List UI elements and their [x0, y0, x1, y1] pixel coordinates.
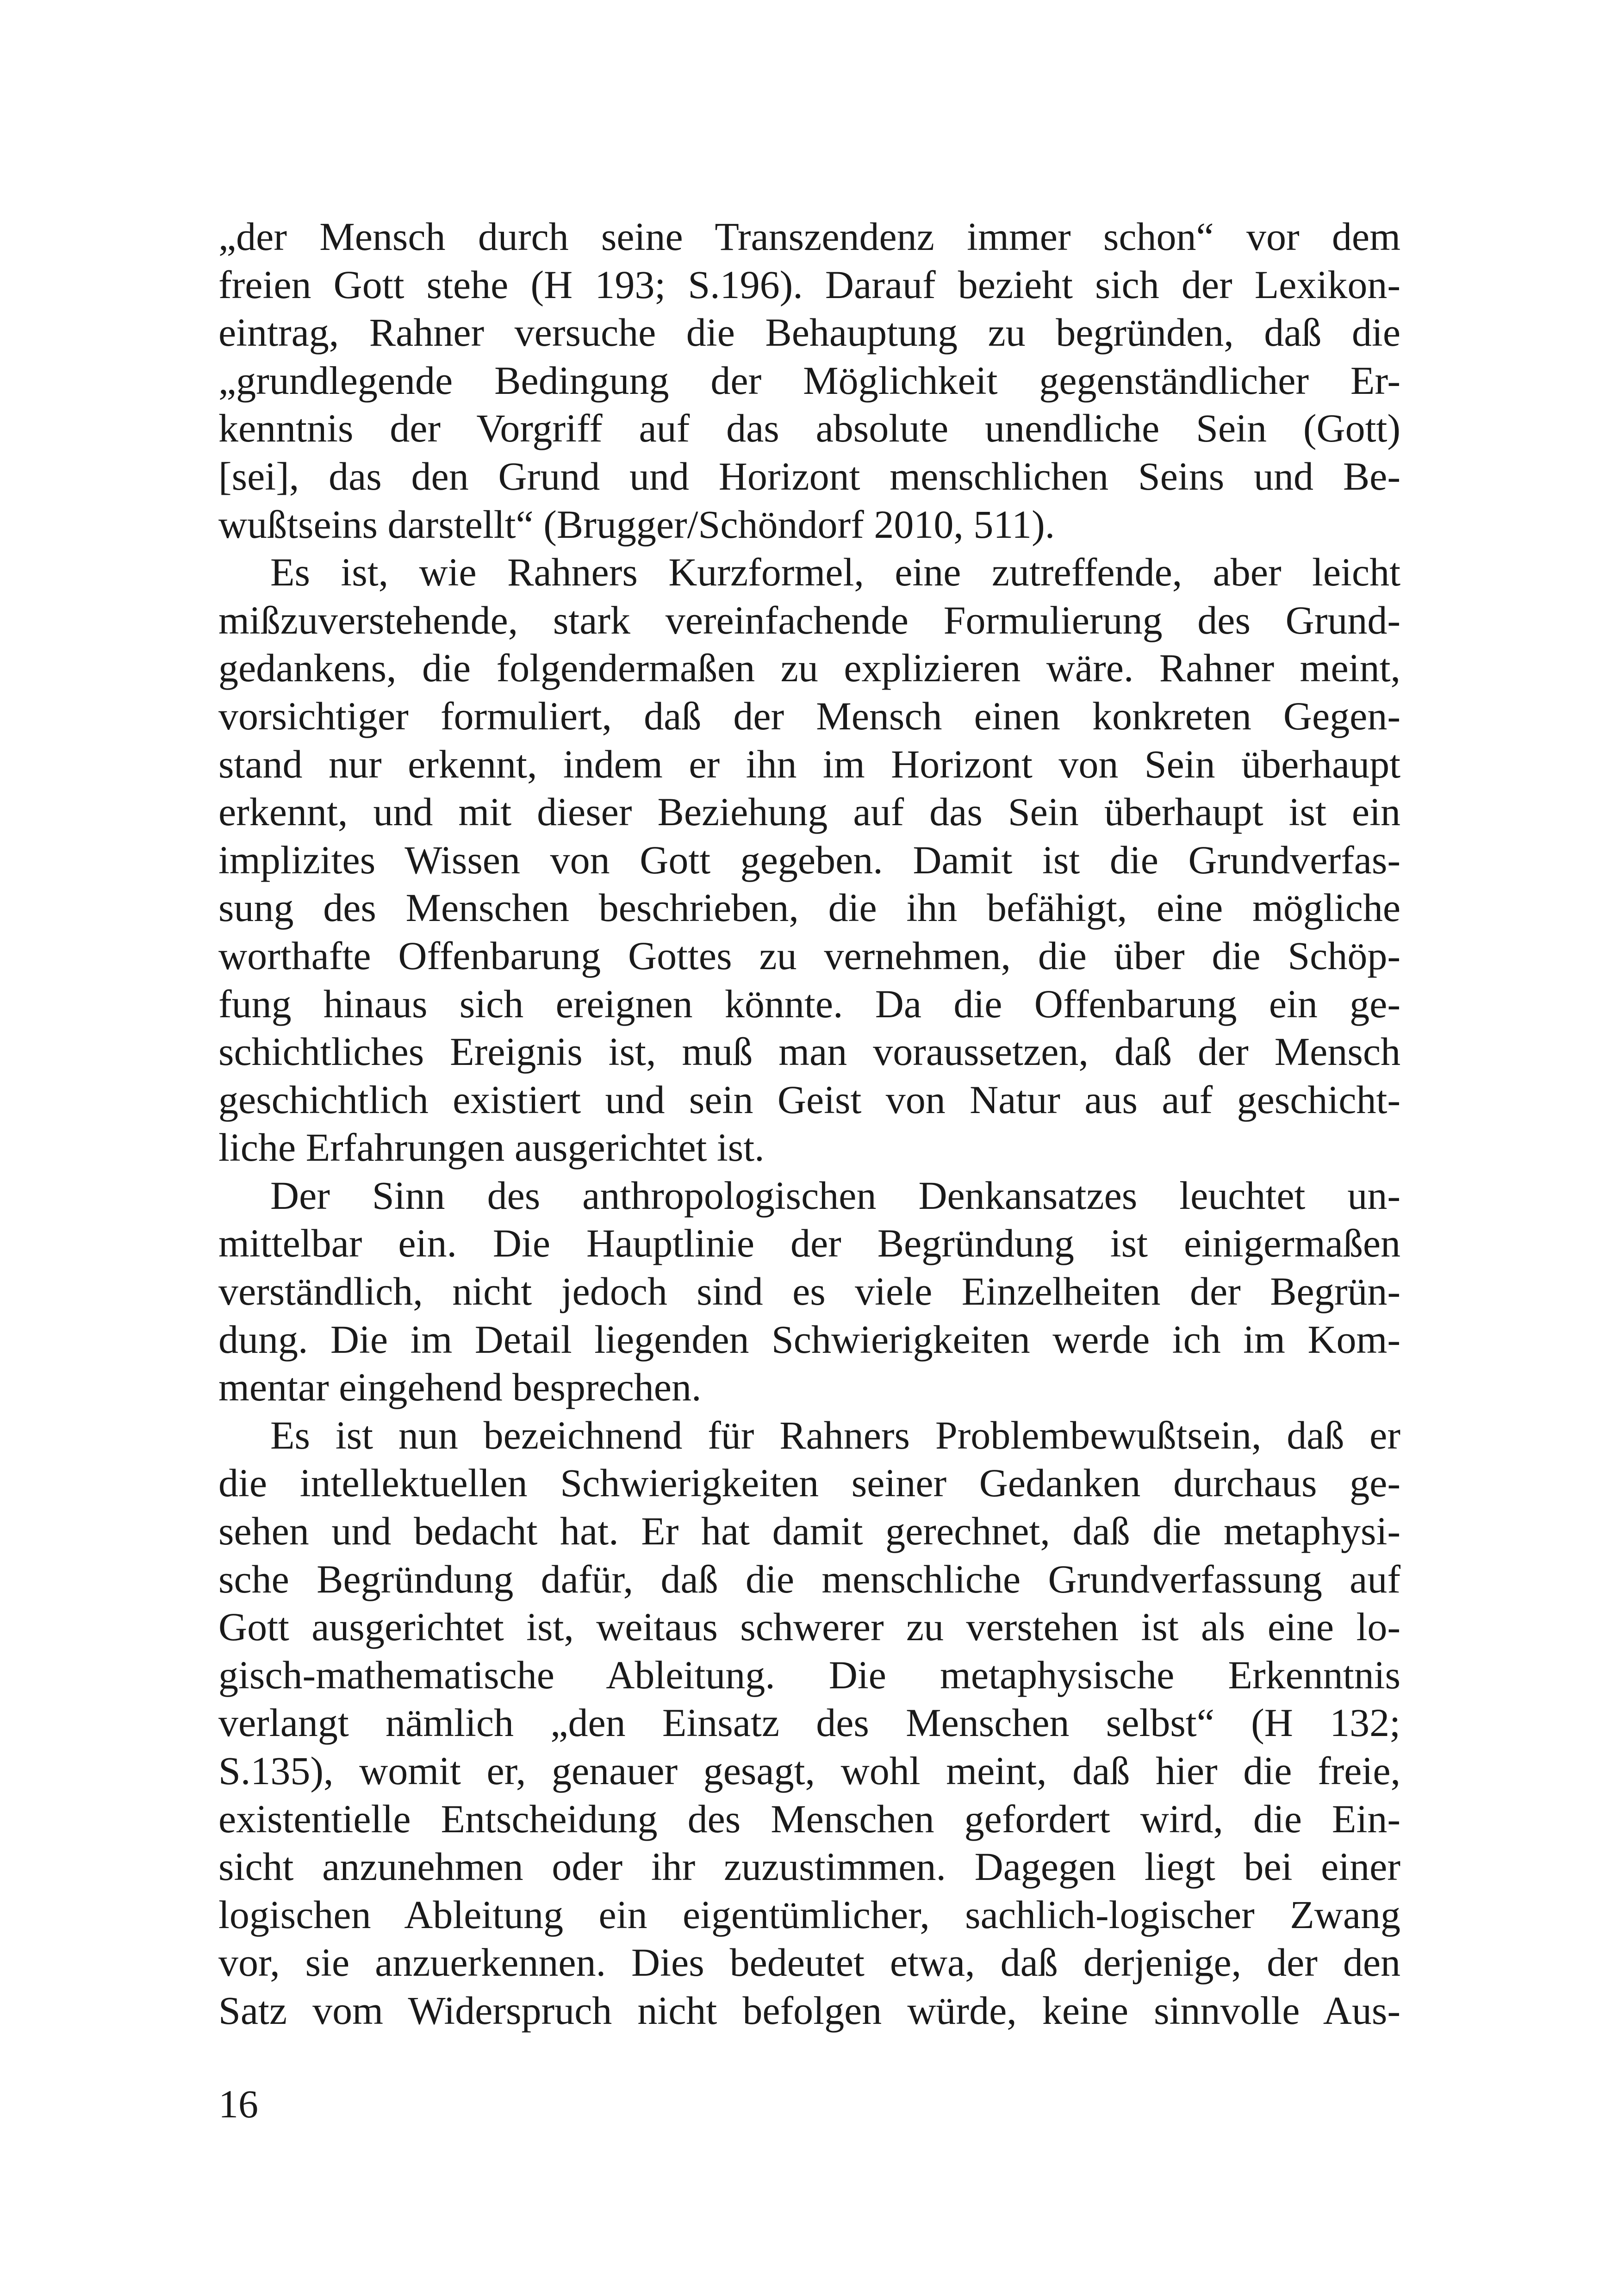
- text-line: schichtliches Ereignis ist, muß man voraussetzen, daß der Mensch: [218, 1029, 1400, 1074]
- text-line: mittelbar ein. Die Hauptlinie der Begründung ist einigermaßen: [218, 1221, 1400, 1266]
- text-line: mißzuverstehende, stark vereinfachende Formulierung des Grund-: [218, 597, 1400, 642]
- text-line: vorsichtiger formuliert, daß der Mensch einen konkreten Gegen-: [218, 693, 1400, 738]
- text-line: verständlich, nicht jedoch sind es viele Einzelheiten der Begrün-: [218, 1269, 1400, 1314]
- text-line: existentielle Entscheidung des Menschen gefordert wird, die Ein-: [218, 1796, 1400, 1841]
- paragraph-4: [218, 1412, 1400, 2035]
- paragraph-2: [218, 548, 1400, 1172]
- text-line: sche Begründung dafür, daß die menschliche Grundverfassung auf: [218, 1556, 1400, 1601]
- text-line: mentar eingehend besprechen.: [218, 1365, 702, 1410]
- text-line: implizites Wissen von Gott gegeben. Damit ist die Grundverfas-: [218, 837, 1400, 882]
- text-line: verlangt nämlich „den Einsatz des Menschen selbst“ (H 132;: [218, 1700, 1400, 1745]
- text-line: liche Erfahrungen ausgerichtet ist.: [218, 1125, 765, 1170]
- text-line: Es ist nun bezeichnend für Rahners Problembewußtsein, daß er: [270, 1412, 1400, 1457]
- text-line: gisch-mathematische Ableitung. Die metaphysische Erkenntnis: [218, 1652, 1400, 1697]
- text-line: wußtseins darstellt“ (Brugger/Schöndorf 2010, 511).: [218, 502, 1055, 547]
- text-line: „grundlegende Bedingung der Möglichkeit gegenständlicher Er-: [218, 358, 1400, 403]
- text-line: stand nur erkennt, indem er ihn im Horizont von Sein überhaupt: [218, 741, 1400, 786]
- page-number: 16: [218, 2082, 258, 2126]
- text-line: sehen und bedacht hat. Er hat damit gerechnet, daß die metaphysi-: [218, 1509, 1400, 1554]
- text-line: geschichtlich existiert und sein Geist von Natur aus auf geschicht-: [218, 1077, 1400, 1122]
- text-line: [sei], das den Grund und Horizont menschlichen Seins und Be-: [218, 454, 1400, 498]
- text-line: logischen Ableitung ein eigentümlicher, sachlich-logischer Zwang: [218, 1892, 1400, 1937]
- text-line: worthafte Offenbarung Gottes zu vernehmen, die über die Schöp-: [218, 933, 1400, 978]
- text-line: sicht anzunehmen oder ihr zuzustimmen. Dagegen liegt bei einer: [218, 1844, 1400, 1889]
- text-line: fung hinaus sich ereignen könnte. Da die Offenbarung ein ge-: [218, 981, 1400, 1026]
- text-line: Gott ausgerichtet ist, weitaus schwerer zu verstehen ist als eine lo-: [218, 1605, 1400, 1649]
- paragraph-3: [218, 1172, 1400, 1412]
- text-line: sung des Menschen beschrieben, die ihn befähigt, eine mögliche: [218, 885, 1400, 930]
- text-line: erkennt, und mit dieser Beziehung auf das Sein überhaupt ist ein: [218, 790, 1400, 834]
- text-line: S.135), womit er, genauer gesagt, wohl meint, daß hier die freie,: [218, 1748, 1400, 1793]
- text-line: Es ist, wie Rahners Kurzformel, eine zutreffende, aber leicht: [270, 550, 1400, 595]
- text-line: eintrag, Rahner versuche die Behauptung zu begründen, daß die: [218, 310, 1400, 355]
- text-line: Der Sinn des anthropologischen Denkansatzes leuchtet un-: [270, 1173, 1400, 1218]
- text-line: die intellektuellen Schwierigkeiten seiner Gedanken durchaus ge-: [218, 1461, 1400, 1506]
- text-line: gedankens, die folgendermaßen zu explizieren wäre. Rahner meint,: [218, 646, 1400, 691]
- text-line: Satz vom Widerspruch nicht befolgen würde, keine sinnvolle Aus-: [218, 1988, 1400, 2033]
- text-line: vor, sie anzuerkennen. Dies bedeutet etwa, daß derjenige, der den: [218, 1940, 1400, 1985]
- text-line: „der Mensch durch seine Transzendenz immer schon“ vor dem: [218, 214, 1400, 259]
- text-line: kenntnis der Vorgriff auf das absolute unendliche Sein (Gott): [218, 406, 1400, 451]
- text-line: dung. Die im Detail liegenden Schwierigkeiten werde ich im Kom-: [218, 1317, 1400, 1362]
- text-line: freien Gott stehe (H 193; S.196). Darauf bezieht sich der Lexikon-: [218, 262, 1400, 307]
- paragraph-1: [218, 213, 1400, 548]
- body-text: [218, 213, 1400, 2035]
